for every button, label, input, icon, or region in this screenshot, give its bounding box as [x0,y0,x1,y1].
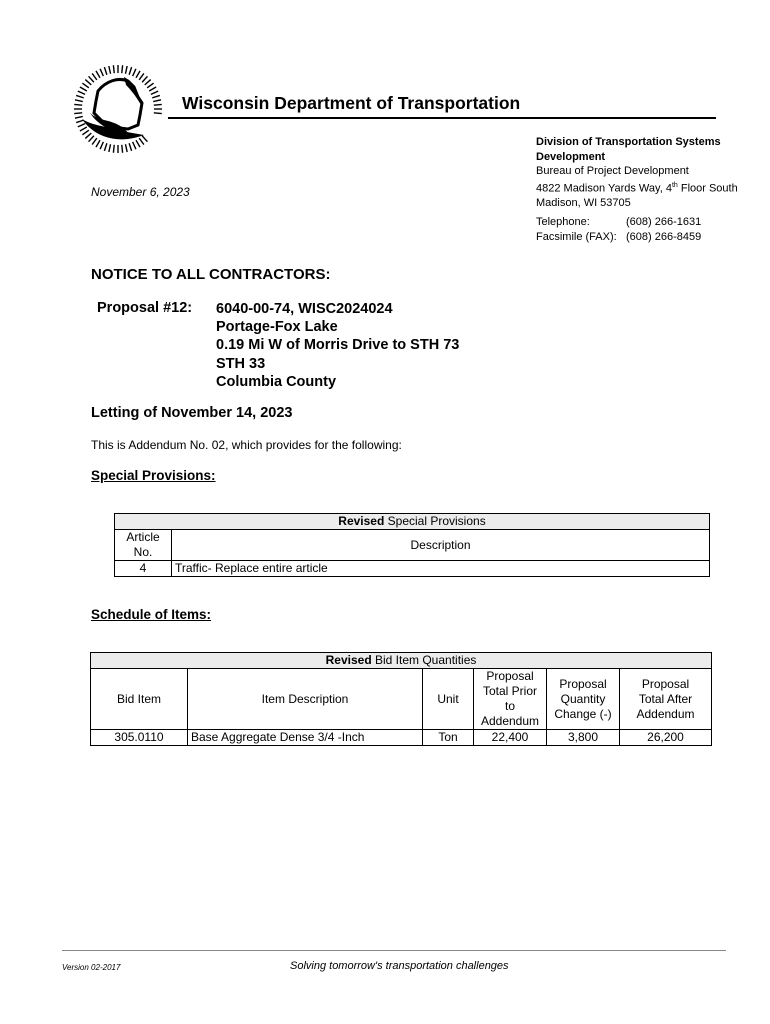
wisdot-logo [68,63,172,155]
table-title [91,653,712,669]
version-label: Version 02-2017 [62,963,121,972]
article-cell: 4 [115,561,172,577]
bid-item-table [90,652,712,746]
logo-ring-tick [129,67,131,75]
logo-ring-tick [152,95,160,97]
proposal-label: Proposal #12: [97,300,193,316]
footer-rule [62,950,726,951]
special-provisions-heading: Special Provisions: [91,468,216,483]
column-header-line: Addendum [636,706,695,721]
logo-ring-tick [80,87,87,91]
logo-ring-tick [139,138,144,144]
logo-ring-tick [136,140,140,147]
bureau-name: Bureau of Project Development [536,165,689,177]
logo-ring-tick [85,80,91,85]
logo-ring-tick [129,143,131,151]
logo-ring-tick [100,69,103,76]
address-block [536,135,761,210]
fax-label: Facsimile (FAX): [536,231,617,243]
logo-ring-tick [74,104,82,105]
logo-ring-tick [89,76,94,82]
logo-ring-tick [75,116,83,118]
logo-ring-tick [133,69,136,76]
logo-ring-tick [125,66,127,74]
column-header-article [115,530,172,561]
column-header-line: Article [126,530,160,544]
logo-ring-tick [96,71,100,78]
column-header-unit: Unit [423,669,474,730]
quantity-change-cell: 3,800 [547,730,620,746]
column-header-change [547,669,620,730]
intro-text: This is Addendum No. 02, which provides for the following: [91,438,402,452]
logo-ring-tick [142,76,147,82]
description-cell: Traffic- Replace entire article [172,561,710,577]
column-header-line: Proposal [641,676,690,691]
logo-ring-tick [139,73,144,79]
logo-ring-tick [113,65,114,73]
logo-ring-tick [104,67,106,75]
logo-ring-tick [154,104,162,105]
column-header-description: Description [172,530,710,561]
logo-ring-tick [78,91,85,94]
logo-ring-tick [74,113,82,114]
logo-ring-tick [92,138,97,144]
column-header-line: Total Prior [482,684,538,698]
logo-ring-tick [122,145,123,153]
table-row [115,561,710,577]
street-address-tail: Floor South [677,182,738,195]
logo-ring-tick [136,71,140,78]
street-address-main: 4822 Madison Yards Way, 4 [536,182,672,195]
street-address [536,179,761,196]
column-header-line: Quantity [560,691,606,706]
contact-block [536,215,701,245]
column-header-line: Proposal [559,676,607,691]
logo-ring-tick [151,91,158,94]
table-title-rest: Special Provisions [384,514,486,528]
logo-ring-tick [100,142,103,149]
logo-ring-tick [82,83,88,88]
logo-ring-tick [153,100,161,102]
proposal-line: 6040-00-74, WISC2024024 [216,301,393,317]
schedule-of-items-heading: Schedule of Items: [91,607,212,622]
proposal-details [216,300,459,391]
column-header-line: Addendum [480,714,540,728]
header-rule [168,117,716,119]
table-title-bold: Revised [325,653,372,667]
table-title [115,514,710,530]
notice-title: NOTICE TO ALL CONTRACTORS: [91,266,331,283]
logo-ring-tick [133,142,136,149]
document-date: November 6, 2023 [91,185,190,199]
logo-ring-tick [147,83,153,88]
logo-ring-tick [122,65,123,73]
table-row [91,730,712,746]
letting-date: Letting of November 14, 2023 [91,405,293,421]
city-state-zip: Madison, WI 53705 [536,196,631,209]
logo-ring-tick [76,120,84,122]
column-header-item-description: Item Description [188,669,423,730]
fax-value: (608) 266-8459 [626,231,702,243]
column-header-after [620,669,712,730]
logo-ring-tick [82,130,88,135]
column-header-line: Change (-) [554,706,612,721]
logo-ring-tick [125,144,127,152]
bid-item-cell: 305.0110 [91,730,188,746]
proposal-line: Portage-Fox Lake [216,319,338,336]
logo-ring-tick [80,127,87,131]
column-header-line: Proposal [486,669,534,683]
table-header-row [91,669,712,730]
prior-total-cell: 22,400 [474,730,547,746]
street-address-sup: th [671,181,678,189]
table-title-row [115,514,710,530]
column-header-line: No. [133,545,153,559]
logo-ring-tick [142,136,147,142]
telephone-label: Telephone: [536,216,590,228]
column-header-line: Total After [638,691,693,706]
logo-ring-tick [149,87,156,91]
unit-cell: Ton [423,730,474,746]
item-description-cell: Base Aggregate Dense 3/4 -Inch [188,730,423,746]
proposal-line: STH 33 [216,355,266,372]
logo-ring-tick [75,100,83,102]
logo-ring-tick [104,143,106,151]
column-header-bid-item: Bid Item [91,669,188,730]
footer-tagline: Solving tomorrow's transportation challenges [290,960,509,972]
logo-ring-tick [85,133,91,138]
logo-ring-tick [109,66,111,74]
wisconsin-state-seal-icon [68,63,172,155]
logo-ring-tick [78,124,85,127]
logo-ring-tick [109,144,111,152]
logo-ring-tick [76,95,84,97]
column-header-line: to [504,699,515,713]
table-title-row [91,653,712,669]
proposal-line: Columbia County [216,373,337,390]
proposal-line: 0.19 Mi W of Morris Drive to STH 73 [216,337,460,354]
telephone-value: (608) 266-1631 [626,216,702,228]
table-title-bold: Revised [338,514,385,528]
after-total-cell: 26,200 [620,730,712,746]
table-header-row [115,530,710,561]
table-title-rest: Bid Item Quantities [371,653,477,667]
logo-ring-tick [154,113,162,114]
logo-ring-tick [89,136,94,142]
column-header-prior [474,669,547,730]
logo-ring-tick [145,80,151,85]
logo-ring-tick [92,73,97,79]
organization-name: Wisconsin Department of Transportation [182,93,521,113]
division-name: Division of Transportation Systems Development [536,136,721,163]
special-provisions-table [114,513,710,577]
logo-ring-tick [96,140,100,147]
logo-ring-tick [113,145,114,153]
